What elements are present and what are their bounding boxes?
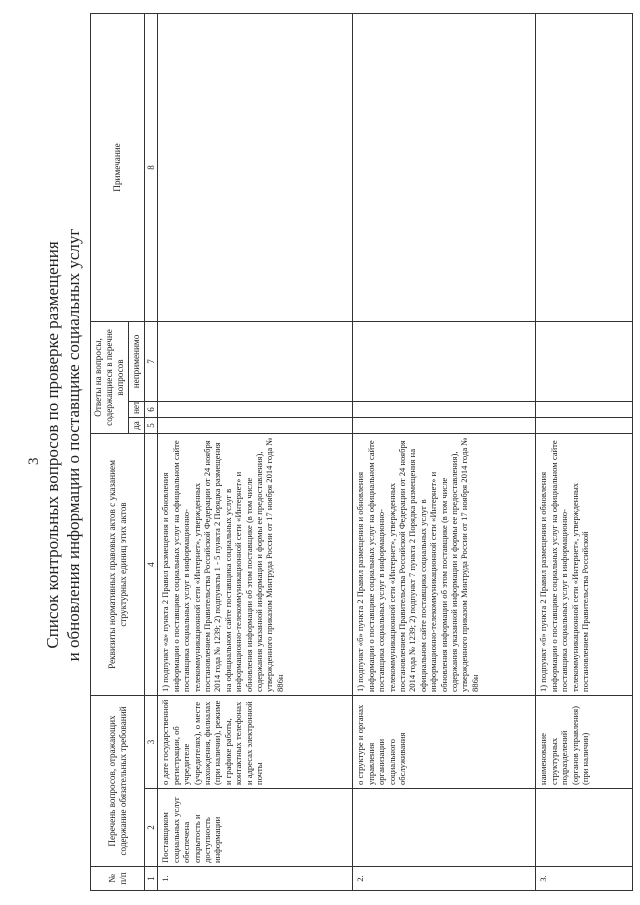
header-no: нет bbox=[129, 402, 145, 418]
checklist-table bbox=[90, 13, 633, 891]
header-number: № п/п bbox=[91, 867, 145, 891]
document-title bbox=[42, 75, 84, 815]
header-not-applicable: неприменимо bbox=[129, 321, 145, 401]
answer-no-cell[interactable] bbox=[353, 402, 536, 418]
column-number: 5 bbox=[145, 418, 158, 434]
answer-no-cell[interactable] bbox=[158, 402, 353, 418]
requisites-text: 1) подпункт «а» пункта 2 Правил размещения и обновления информации о поставщике социальных услуг на официальном сайте поставщика социальных услуг в информационно-телекоммуникационной сети «Интернет», утвержденных постановлением Правительства Российской Федерации от 24 ноября 2014 года № 1239; 2) подпункты 1 - 5 пункта 2 Порядка размещения на официальном сайте поставщика социальных услуг в информационно-телекоммуникационной сети «Интернет» и обновления информации об этом поставщике (в том числе содержания указанной информации и формы ее предоставления), утвержденного приказом Минтруда России от 17 ноября 2014 года № 886н bbox=[158, 434, 353, 696]
header-question-list: Перечень вопросов, отражающих содержание обязательных требований bbox=[91, 696, 145, 867]
column-number: 8 bbox=[145, 13, 158, 321]
answer-yes-cell[interactable] bbox=[536, 418, 633, 434]
answer-na-cell[interactable] bbox=[158, 321, 353, 401]
column-number: 6 bbox=[145, 402, 158, 418]
requirement-group: Поставщиком социальных услуг обеспечена открытость и доступность информации bbox=[158, 789, 353, 867]
column-number: 7 bbox=[145, 321, 158, 401]
row-number: 3. bbox=[536, 867, 633, 891]
answer-na-cell[interactable] bbox=[536, 321, 633, 401]
question-text: о дате государственной регистрации, об учредителе (учредителях), о месте нахождения, филиалах (при наличии), режиме и графике работы, контактных телефонах и адресах электронной почты bbox=[158, 696, 353, 789]
answer-yes-cell[interactable] bbox=[353, 418, 536, 434]
note-cell[interactable] bbox=[158, 13, 353, 321]
column-number: 2 bbox=[145, 789, 158, 867]
note-cell[interactable] bbox=[536, 13, 633, 321]
requisites-text: 1) подпункт «б» пункта 2 Правил размещения и обновления информации о поставщике социальных услуг на официальном сайте поставщика социальных услуг в информационно-телекоммуникационной сети «Интернет», утвержденных постановлением Правительства Российской bbox=[536, 434, 633, 696]
row-number: 1. bbox=[158, 867, 353, 891]
column-number: 4 bbox=[145, 434, 158, 696]
requisites-text: 1) подпункт «б» пункта 2 Правил размещения и обновления информации о поставщике социальных услуг на официальном сайте поставщика социальных услуг в информационно-телекоммуникационной сети «Интернет», утвержденных постановлением Правительства Российской Федерации от 24 ноября 2014 года № 1239; 2) подпункт 7 пункта 2 Порядка размещения на официальном сайте поставщика социальных услуг в информационно-телекоммуникационной сети «Интернет» и обновления информации об этом поставщике (в том числе содержания указанной информации и формы ее предоставления), утвержденного приказом Минтруда России от 17 ноября 2014 года № 886н bbox=[353, 434, 536, 696]
table-row bbox=[536, 13, 633, 890]
answer-yes-cell[interactable] bbox=[158, 418, 353, 434]
header-note: Примечание bbox=[91, 13, 145, 321]
title-line-1: Список контрольных вопросов по проверке размещения bbox=[43, 241, 62, 649]
table-row bbox=[353, 13, 536, 890]
requirement-group bbox=[536, 789, 633, 867]
answer-na-cell[interactable] bbox=[353, 321, 536, 401]
header-answers: Ответы на вопросы, содержащиеся в перечне вопросов bbox=[91, 321, 129, 433]
column-number: 1 bbox=[145, 867, 158, 891]
title-line-2: и обновления информации о поставщике социальных услуг bbox=[64, 228, 83, 662]
question-text: наименование структурных подразделений (органов управления) (при наличии) bbox=[536, 696, 633, 789]
page-number: 3 bbox=[26, 457, 42, 465]
header-requisites: Реквизиты нормативных правовых актов с указанием структурных единиц этих актов bbox=[91, 434, 145, 696]
table-row bbox=[158, 13, 353, 890]
row-number: 2. bbox=[353, 867, 536, 891]
header-yes: да bbox=[129, 418, 145, 434]
column-number: 3 bbox=[145, 696, 158, 789]
question-text: о структуре и органах управления организации социального обслуживания bbox=[353, 696, 536, 789]
requirement-group bbox=[353, 789, 536, 867]
note-cell[interactable] bbox=[353, 13, 536, 321]
answer-no-cell[interactable] bbox=[536, 402, 633, 418]
